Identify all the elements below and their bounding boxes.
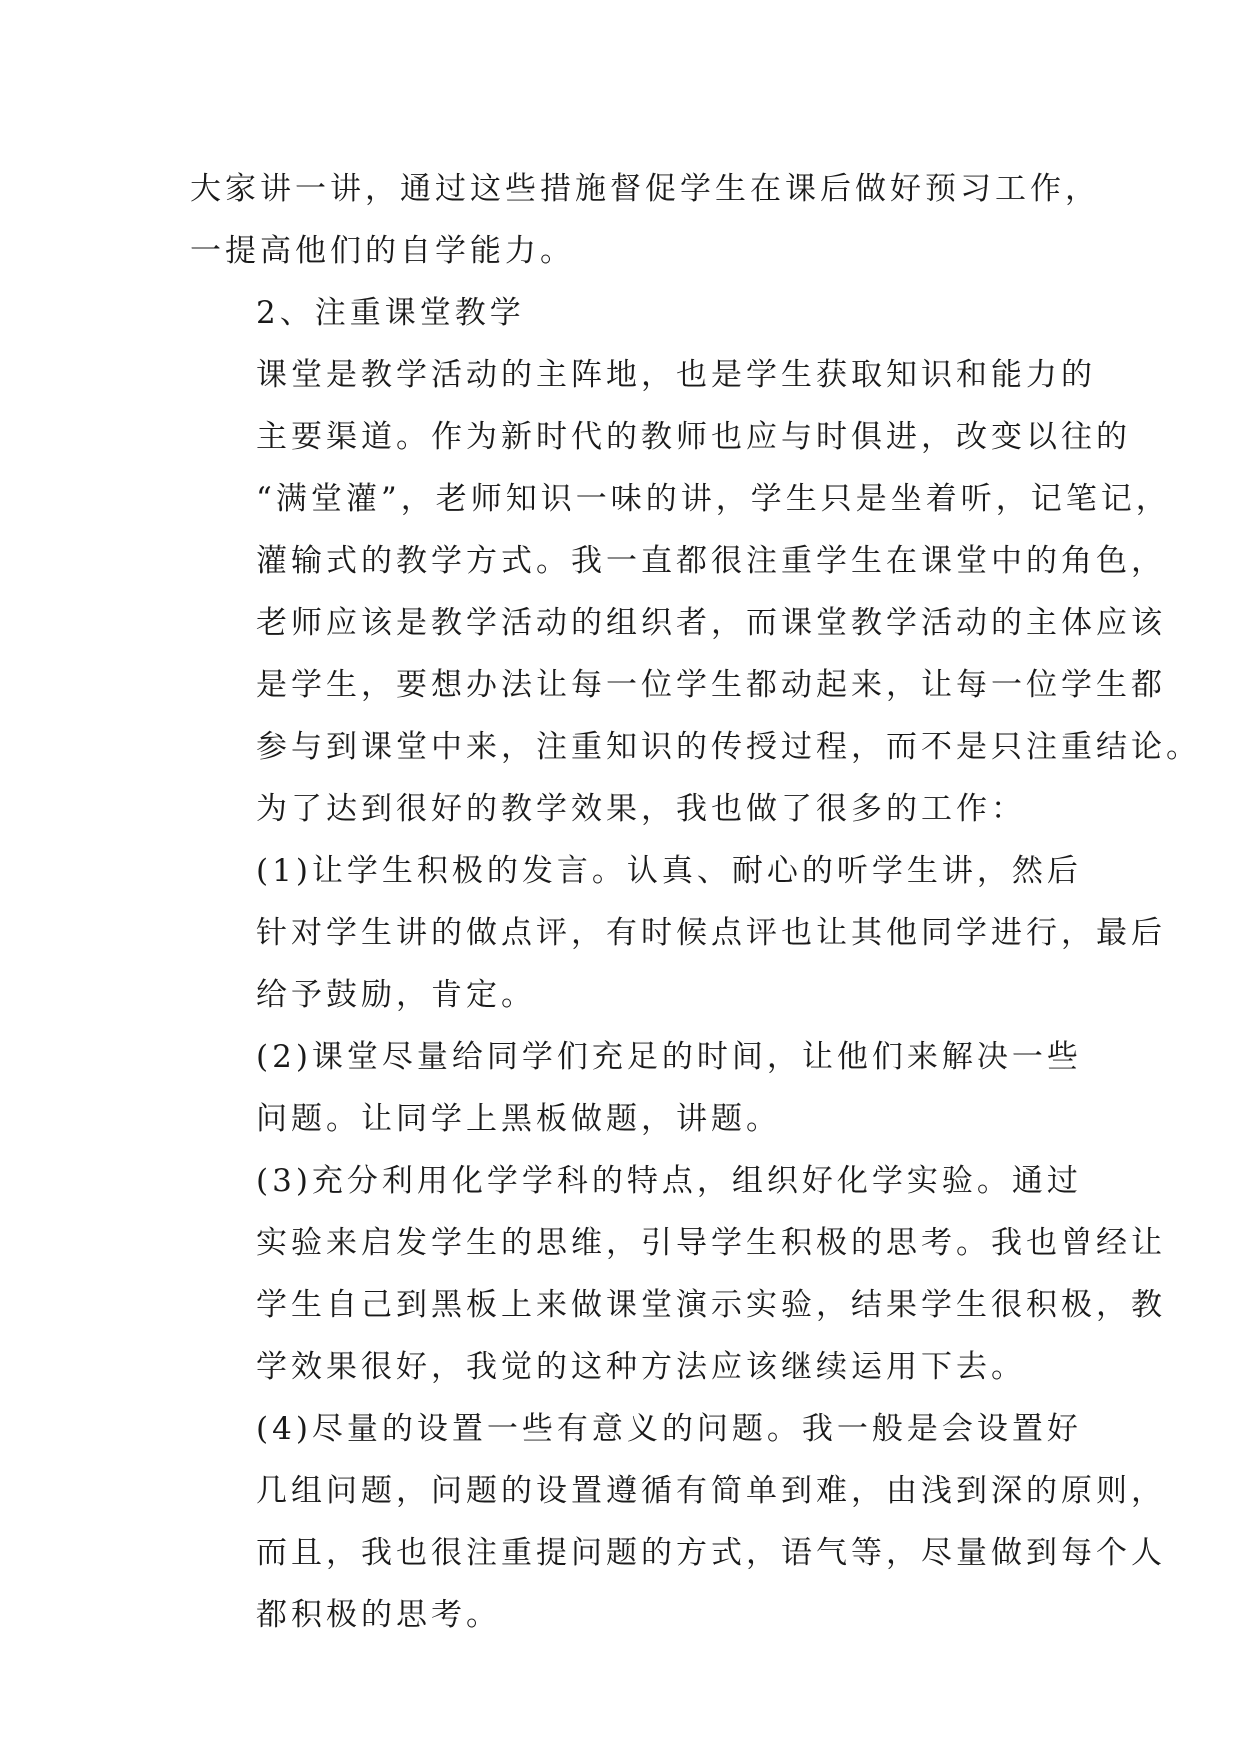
- text-line: 都积极的思考。: [256, 1597, 501, 1633]
- list-item-4: [190, 1398, 1166, 1646]
- text-line: 灌输式的教学方式。我一直都很注重学生在课堂中的角色，: [256, 543, 1166, 579]
- text-line: 给予鼓励，肯定。: [256, 977, 536, 1013]
- text-line: 主要渠道。作为新时代的教师也应与时俱进，改变以往的: [256, 419, 1131, 455]
- text-line: “满堂灌”，老师知识一味的讲，学生只是坐着听，记笔记，: [256, 481, 1171, 517]
- text-line: 实验来启发学生的思维，引导学生积极的思考。我也曾经让: [256, 1225, 1166, 1261]
- text-line: 2、注重课堂教学: [256, 295, 525, 331]
- text-line: 学生自己到黑板上来做课堂演示实验，结果学生很积极，教: [256, 1287, 1166, 1323]
- text-line: 为了达到很好的教学效果，我也做了很多的工作：: [256, 791, 1026, 827]
- text-line: 大家讲一讲，通过这些措施督促学生在课后做好预习工作，: [190, 171, 1100, 207]
- text-line: 参与到课堂中来，注重知识的传授过程，而不是只注重结论。: [256, 729, 1201, 765]
- list-item-2: [190, 1026, 1082, 1150]
- text-line: 老师应该是教学活动的组织者，而课堂教学活动的主体应该: [256, 605, 1166, 641]
- text-line: 针对学生讲的做点评，有时候点评也让其他同学进行，最后: [256, 915, 1166, 951]
- text-line: 学效果很好，我觉的这种方法应该继续运用下去。: [256, 1349, 1026, 1385]
- text-line: 是学生，要想办法让每一位学生都动起来，让每一位学生都: [256, 667, 1166, 703]
- text-line: (2)课堂尽量给同学们充足的时间，让他们来解决一些: [256, 1039, 1082, 1075]
- text-line: 几组问题，问题的设置遵循有简单到难，由浅到深的原则，: [256, 1473, 1166, 1509]
- section-heading: [190, 282, 1058, 344]
- document-body: [190, 158, 1201, 1646]
- text-line: 课堂是教学活动的主阵地，也是学生获取知识和能力的: [256, 357, 1096, 393]
- paragraph-classroom: [190, 344, 1201, 840]
- text-line: 而且，我也很注重提问题的方式，语气等，尽量做到每个人: [256, 1535, 1166, 1571]
- list-item-1: [190, 840, 1166, 1026]
- text-line: (4)尽量的设置一些有意义的问题。我一般是会设置好: [256, 1411, 1082, 1447]
- text-line: 问题。让同学上黑板做题，讲题。: [256, 1101, 781, 1137]
- text-line: (3)充分利用化学学科的特点，组织好化学实验。通过: [256, 1163, 1082, 1199]
- text-line: 一提高他们的自学能力。: [190, 233, 575, 269]
- list-item-3: [190, 1150, 1166, 1398]
- text-line: (1)让学生积极的发言。认真、耐心的听学生讲，然后: [256, 853, 1082, 889]
- paragraph-continuation: [190, 158, 1100, 282]
